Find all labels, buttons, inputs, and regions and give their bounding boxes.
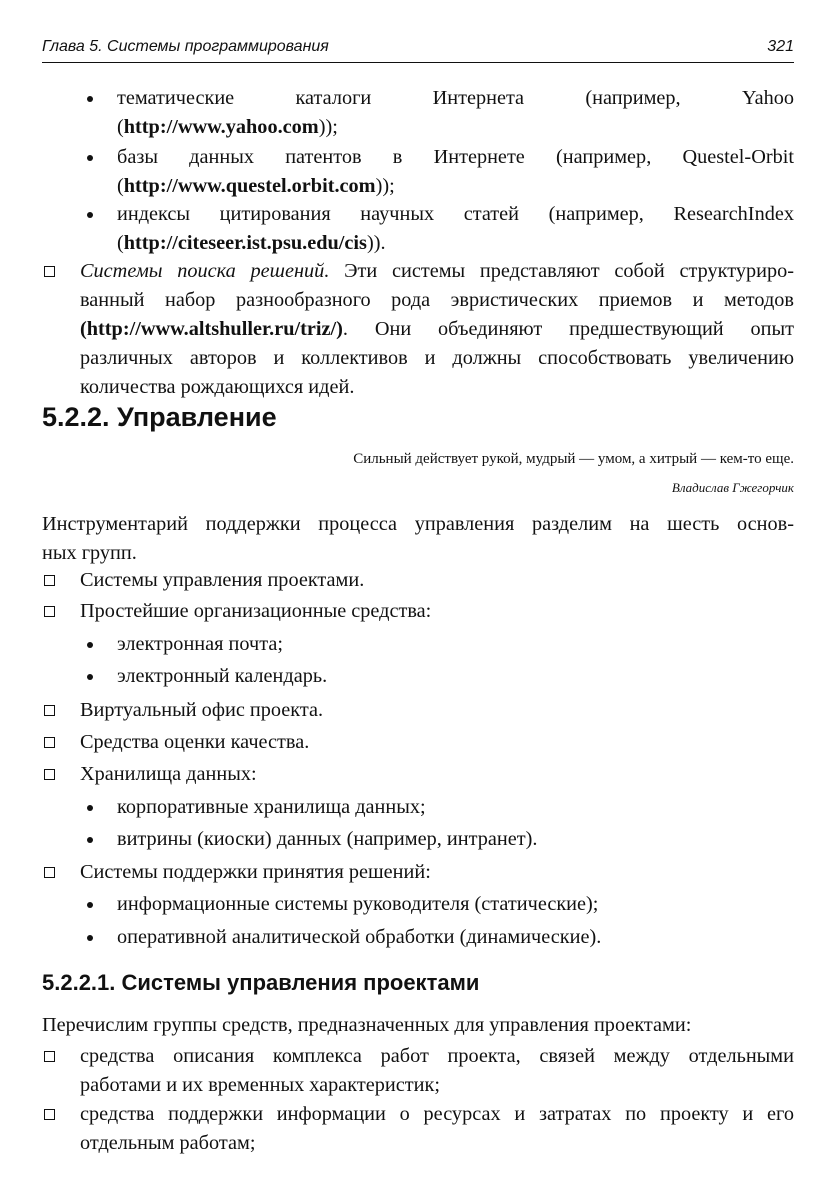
list-item-text: тематические каталоги Интернета (например, Yahoo: [117, 87, 794, 109]
bullet-icon: [87, 212, 93, 218]
link-questel[interactable]: http://www.questel.orbit.com: [123, 175, 376, 197]
bullet-icon: [87, 155, 93, 161]
list-item: средства описания комплекса работ проекта, связей между отдельными работами и их временных характеристик;: [42, 1042, 794, 1100]
list-subitem: оперативной аналитической обработки (динамические).: [42, 923, 794, 952]
list-subitem: корпоративные хранилища данных;: [42, 793, 794, 822]
list-item: индексы цитирования научных статей (например, ResearchIndex (http://citeseer.ist.psu.edu/cis)).: [42, 200, 794, 258]
link-yahoo[interactable]: http://www.yahoo.com: [123, 116, 319, 138]
list-item: базы данных патентов в Интернете (например, Questel-Orbit (http://www.questel.orbit.com));: [42, 143, 794, 201]
term-italic: Системы поиска решений.: [80, 260, 330, 282]
bullet-icon: [87, 674, 93, 680]
book-page: [42, 0, 794, 1188]
list-item-text: базы данных патентов в Интернете (например, Questel-Orbit: [117, 146, 794, 168]
checkbox-square-icon: [44, 705, 55, 716]
page-number: 321: [767, 38, 794, 55]
bullet-icon: [87, 902, 93, 908]
bullet-icon: [87, 96, 93, 102]
list-subitem: электронный календарь.: [42, 662, 794, 691]
checkbox-square-icon: [44, 1109, 55, 1120]
bullet-icon: [87, 837, 93, 843]
list-item-text: индексы цитирования научных статей (например, ResearchIndex: [117, 203, 794, 225]
checkbox-square-icon: [44, 867, 55, 878]
bullet-icon: [87, 642, 93, 648]
chapter-title: Глава 5. Системы программирования: [42, 38, 329, 55]
list-item: Виртуальный офис проекта.: [42, 696, 794, 725]
list-item: тематические каталоги Интернета (например, Yahoo (http://www.yahoo.com));: [42, 84, 794, 142]
checkbox-square-icon: [44, 606, 55, 617]
bullet-icon: [87, 935, 93, 941]
section-intro: Инструментарий поддержки процесса управления разделим на шесть основ- ных групп.: [42, 513, 794, 564]
list-item: Простейшие организационные средства:: [42, 597, 794, 626]
running-header: [42, 36, 794, 63]
list-item: Средства оценки качества.: [42, 728, 794, 757]
link-altshuller[interactable]: (http://www.altshuller.ru/triz/): [80, 318, 343, 340]
epigraph: Сильный действует рукой, мудрый — умом, а хитрый — кем-то еще.: [353, 451, 794, 467]
section-heading: 5.2.2. Управление: [42, 402, 277, 432]
epigraph-author: Владислав Гжегорчик: [671, 480, 794, 495]
link-citeseer[interactable]: http://citeseer.ist.psu.edu/cis: [123, 232, 367, 254]
checkbox-square-icon: [44, 1051, 55, 1062]
list-item: Хранилища данных:: [42, 760, 794, 789]
checkbox-square-icon: [44, 769, 55, 780]
checkbox-square-icon: [44, 737, 55, 748]
solution-search-item: Системы поиска решений. Эти системы представляют собой структуриро- ванный набор разнообразного рода эвристических приемов и методов (http://www.altshuller.ru/triz/). Они объединяют предшествующий опыт различных авторов и коллективов и должны способствовать увеличению количества рождающихся идей.: [42, 257, 794, 402]
list-item: Системы поддержки принятия решений:: [42, 858, 794, 887]
subsection-intro: Перечислим группы средств, предназначенных для управления проектами:: [42, 1014, 692, 1036]
list-item: средства поддержки информации о ресурсах и затратах по проекту и его отдельным работам;: [42, 1100, 794, 1158]
list-subitem: витрины (киоски) данных (например, интранет).: [42, 825, 794, 854]
list-subitem: электронная почта;: [42, 630, 794, 659]
subsection-heading: 5.2.2.1. Системы управления проектами: [42, 970, 480, 995]
list-item: Системы управления проектами.: [42, 566, 794, 595]
checkbox-square-icon: [44, 575, 55, 586]
list-subitem: информационные системы руководителя (статические);: [42, 890, 794, 919]
bullet-icon: [87, 805, 93, 811]
checkbox-square-icon: [44, 266, 55, 277]
